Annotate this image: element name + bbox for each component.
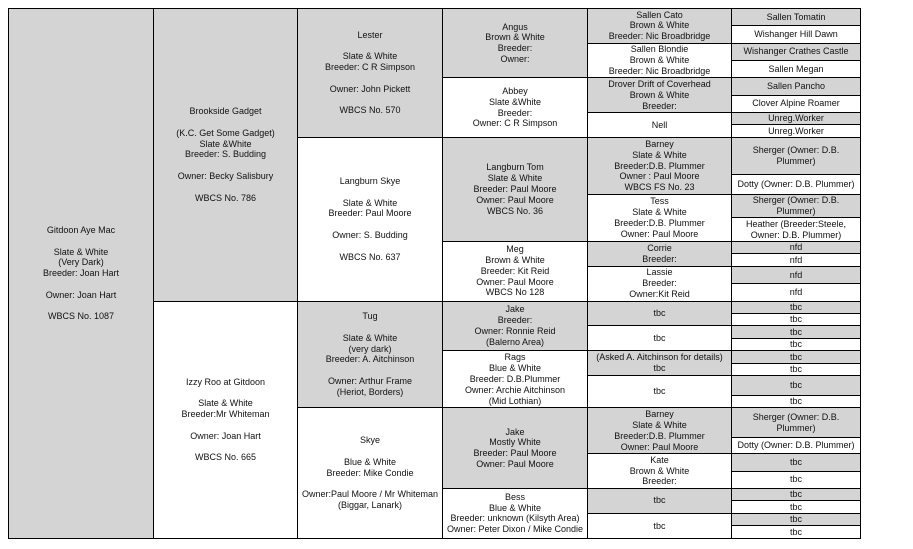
gen6-cell-8: Unreg.Worker bbox=[732, 125, 861, 137]
gen4-cell-7: Jake Mostly White Breeder: Paul Moore Owner: Paul Moore bbox=[443, 408, 588, 489]
gen6-cell-30: tbc bbox=[732, 501, 861, 513]
gen5-cell-5: Barney Slate & White Breeder:D.B. Plummer Owner : Paul Moore WBCS FS No. 23 bbox=[588, 137, 732, 194]
gen6-cell-18: tbc bbox=[732, 313, 861, 325]
dog-name: Lester bbox=[357, 29, 383, 40]
gen5-cell-6: Tess Slate & White Breeder:D.B. Plummer Owner: Paul Moore bbox=[588, 195, 732, 242]
gen6-cell-15: nfd bbox=[732, 266, 861, 283]
gen5-cell-15: tbc bbox=[588, 488, 732, 513]
dog-name: Tug bbox=[362, 311, 378, 322]
dog-details: Slate & White Breeder: C R Simpson Owner: John Pickett WBCS No. 570 bbox=[324, 51, 416, 116]
gen6-cell-1: Sallen Tomatin bbox=[732, 9, 861, 26]
gen4-cell-5: Jake Breeder: Owner: Ronnie Reid (Balerno Area) bbox=[443, 301, 588, 351]
gen6-cell-23: tbc bbox=[732, 376, 861, 396]
gen5-cell-9: tbc bbox=[588, 301, 732, 326]
gen4-cell-2: Abbey Slate &White Breeder: Owner: C R Simpson bbox=[443, 78, 588, 138]
dog-details: Slate & White (Very Dark) Breeder: Joan Hart Owner: Joan Hart WBCS No. 1087 bbox=[42, 246, 120, 322]
gen6-cell-20: tbc bbox=[732, 338, 861, 350]
gen6-cell-29: tbc bbox=[732, 488, 861, 500]
gen6-cell-16: nfd bbox=[732, 284, 861, 301]
gen6-cell-27: tbc bbox=[732, 454, 861, 471]
dog-name: Gitdoon Aye Mac bbox=[46, 224, 116, 235]
gen5-cell-16: tbc bbox=[588, 513, 732, 538]
gen3-cell-2 bbox=[298, 137, 443, 301]
dog-details: (K.C. Get Some Gadget) Slate &White Breeder: S. Budding Owner: Becky Salisbury WBCS No. 786 bbox=[176, 127, 275, 203]
gen6-cell-13: nfd bbox=[732, 241, 861, 253]
gen6-cell-6: Clover Alpine Roamer bbox=[732, 95, 861, 112]
gen6-cell-17: tbc bbox=[732, 301, 861, 313]
dog-name: Langburn Skye bbox=[339, 176, 401, 187]
gen3-cell-3 bbox=[298, 301, 443, 408]
gen6-cell-2: Wishanger Hill Dawn bbox=[732, 26, 861, 43]
gen6-cell-10: Dotty (Owner: D.B. Plummer) bbox=[732, 175, 861, 195]
gen4-cell-6: Rags Blue & White Breeder: D.B.Plummer Owner: Archie Aitchinson (Mid Lothian) bbox=[443, 351, 588, 408]
gen6-cell-14: nfd bbox=[732, 254, 861, 266]
gen5-cell-3: Drover Drift of Coverhead Brown & White Breeder: bbox=[588, 78, 732, 113]
gen6-cell-12: Heather (Breeder:Steele, Owner: D.B. Plummer) bbox=[732, 218, 861, 241]
dog-details: Slate & White Breeder:Mr Whiteman Owner: Joan Hart WBCS No. 665 bbox=[181, 398, 270, 463]
gen5-cell-14: Kate Brown & White Breeder: bbox=[588, 454, 732, 489]
gen5-cell-1: Sallen Cato Brown & White Breeder: Nic Broadbridge bbox=[588, 9, 732, 44]
gen5-cell-13: Barney Slate & White Breeder:D.B. Plummer Owner: Paul Moore bbox=[588, 408, 732, 454]
gen5-cell-2: Sallen Blondie Brown & White Breeder: Nic Broadbridge bbox=[588, 43, 732, 78]
gen4-cell-4: Meg Brown & White Breeder: Kit Reid Owner: Paul Moore WBCS No 128 bbox=[443, 241, 588, 301]
gen6-cell-7: Unreg.Worker bbox=[732, 113, 861, 125]
gen5-cell-7: Corrie Breeder: bbox=[588, 241, 732, 266]
gen2-sire bbox=[154, 9, 298, 302]
dog-name: Skye bbox=[359, 435, 380, 446]
gen3-cell-4 bbox=[298, 408, 443, 539]
gen5-cell-4: Nell bbox=[588, 113, 732, 138]
gen6-cell-26: Dotty (Owner: D.B. Plummer) bbox=[732, 438, 861, 454]
dog-details: Slate & White Breeder: Paul Moore Owner: S. Budding WBCS No. 637 bbox=[328, 197, 412, 262]
dog-details: Slate & White (very dark) Breeder: A. Aitchinson Owner: Arthur Frame (Heriot, Borders) bbox=[325, 332, 415, 397]
gen4-cell-1: Angus Brown & White Breeder: Owner: bbox=[443, 9, 588, 78]
gen6-cell-11: Sherger (Owner: D.B. Plummer) bbox=[732, 195, 861, 218]
gen6-cell-5: Sallen Pancho bbox=[732, 78, 861, 95]
gen6-cell-19: tbc bbox=[732, 326, 861, 338]
gen5-cell-11: (Asked A. Aitchinson for details) tbc bbox=[588, 351, 732, 376]
gen6-cell-25: Sherger (Owner: D.B. Plummer) bbox=[732, 408, 861, 438]
gen6-cell-4: Sallen Megan bbox=[732, 61, 861, 78]
pedigree-chart bbox=[8, 8, 860, 539]
gen5-cell-8: Lassie Breeder: Owner:Kit Reid bbox=[588, 266, 732, 301]
gen4-cell-8: Bess Blue & White Breeder: unknown (Kilsyth Area) Owner: Peter Dixon / Mike Condie bbox=[443, 488, 588, 538]
gen6-cell-3: Wishanger Crathes Castle bbox=[732, 43, 861, 60]
gen6-cell-28: tbc bbox=[732, 471, 861, 488]
dog-details: Blue & White Breeder: Mike Condie Owner:Paul Moore / Mr Whiteman (Biggar, Lanark) bbox=[301, 456, 439, 511]
gen6-cell-31: tbc bbox=[732, 513, 861, 525]
gen4-cell-3: Langburn Tom Slate & White Breeder: Paul Moore Owner: Paul Moore WBCS No. 36 bbox=[443, 137, 588, 241]
dog-name: Brookside Gadget bbox=[189, 106, 262, 117]
gen1-dog bbox=[9, 9, 154, 539]
gen6-cell-24: tbc bbox=[732, 395, 861, 407]
dog-name: Izzy Roo at Gitdoon bbox=[185, 376, 266, 387]
gen2-dam bbox=[154, 301, 298, 539]
gen5-cell-10: tbc bbox=[588, 326, 732, 351]
gen6-cell-21: tbc bbox=[732, 351, 861, 363]
gen3-cell-1 bbox=[298, 9, 443, 138]
pedigree-table bbox=[8, 8, 861, 539]
gen6-cell-32: tbc bbox=[732, 526, 861, 539]
gen5-cell-12: tbc bbox=[588, 376, 732, 408]
gen6-cell-22: tbc bbox=[732, 363, 861, 375]
gen6-cell-9: Sherger (Owner: D.B. Plummer) bbox=[732, 137, 861, 174]
